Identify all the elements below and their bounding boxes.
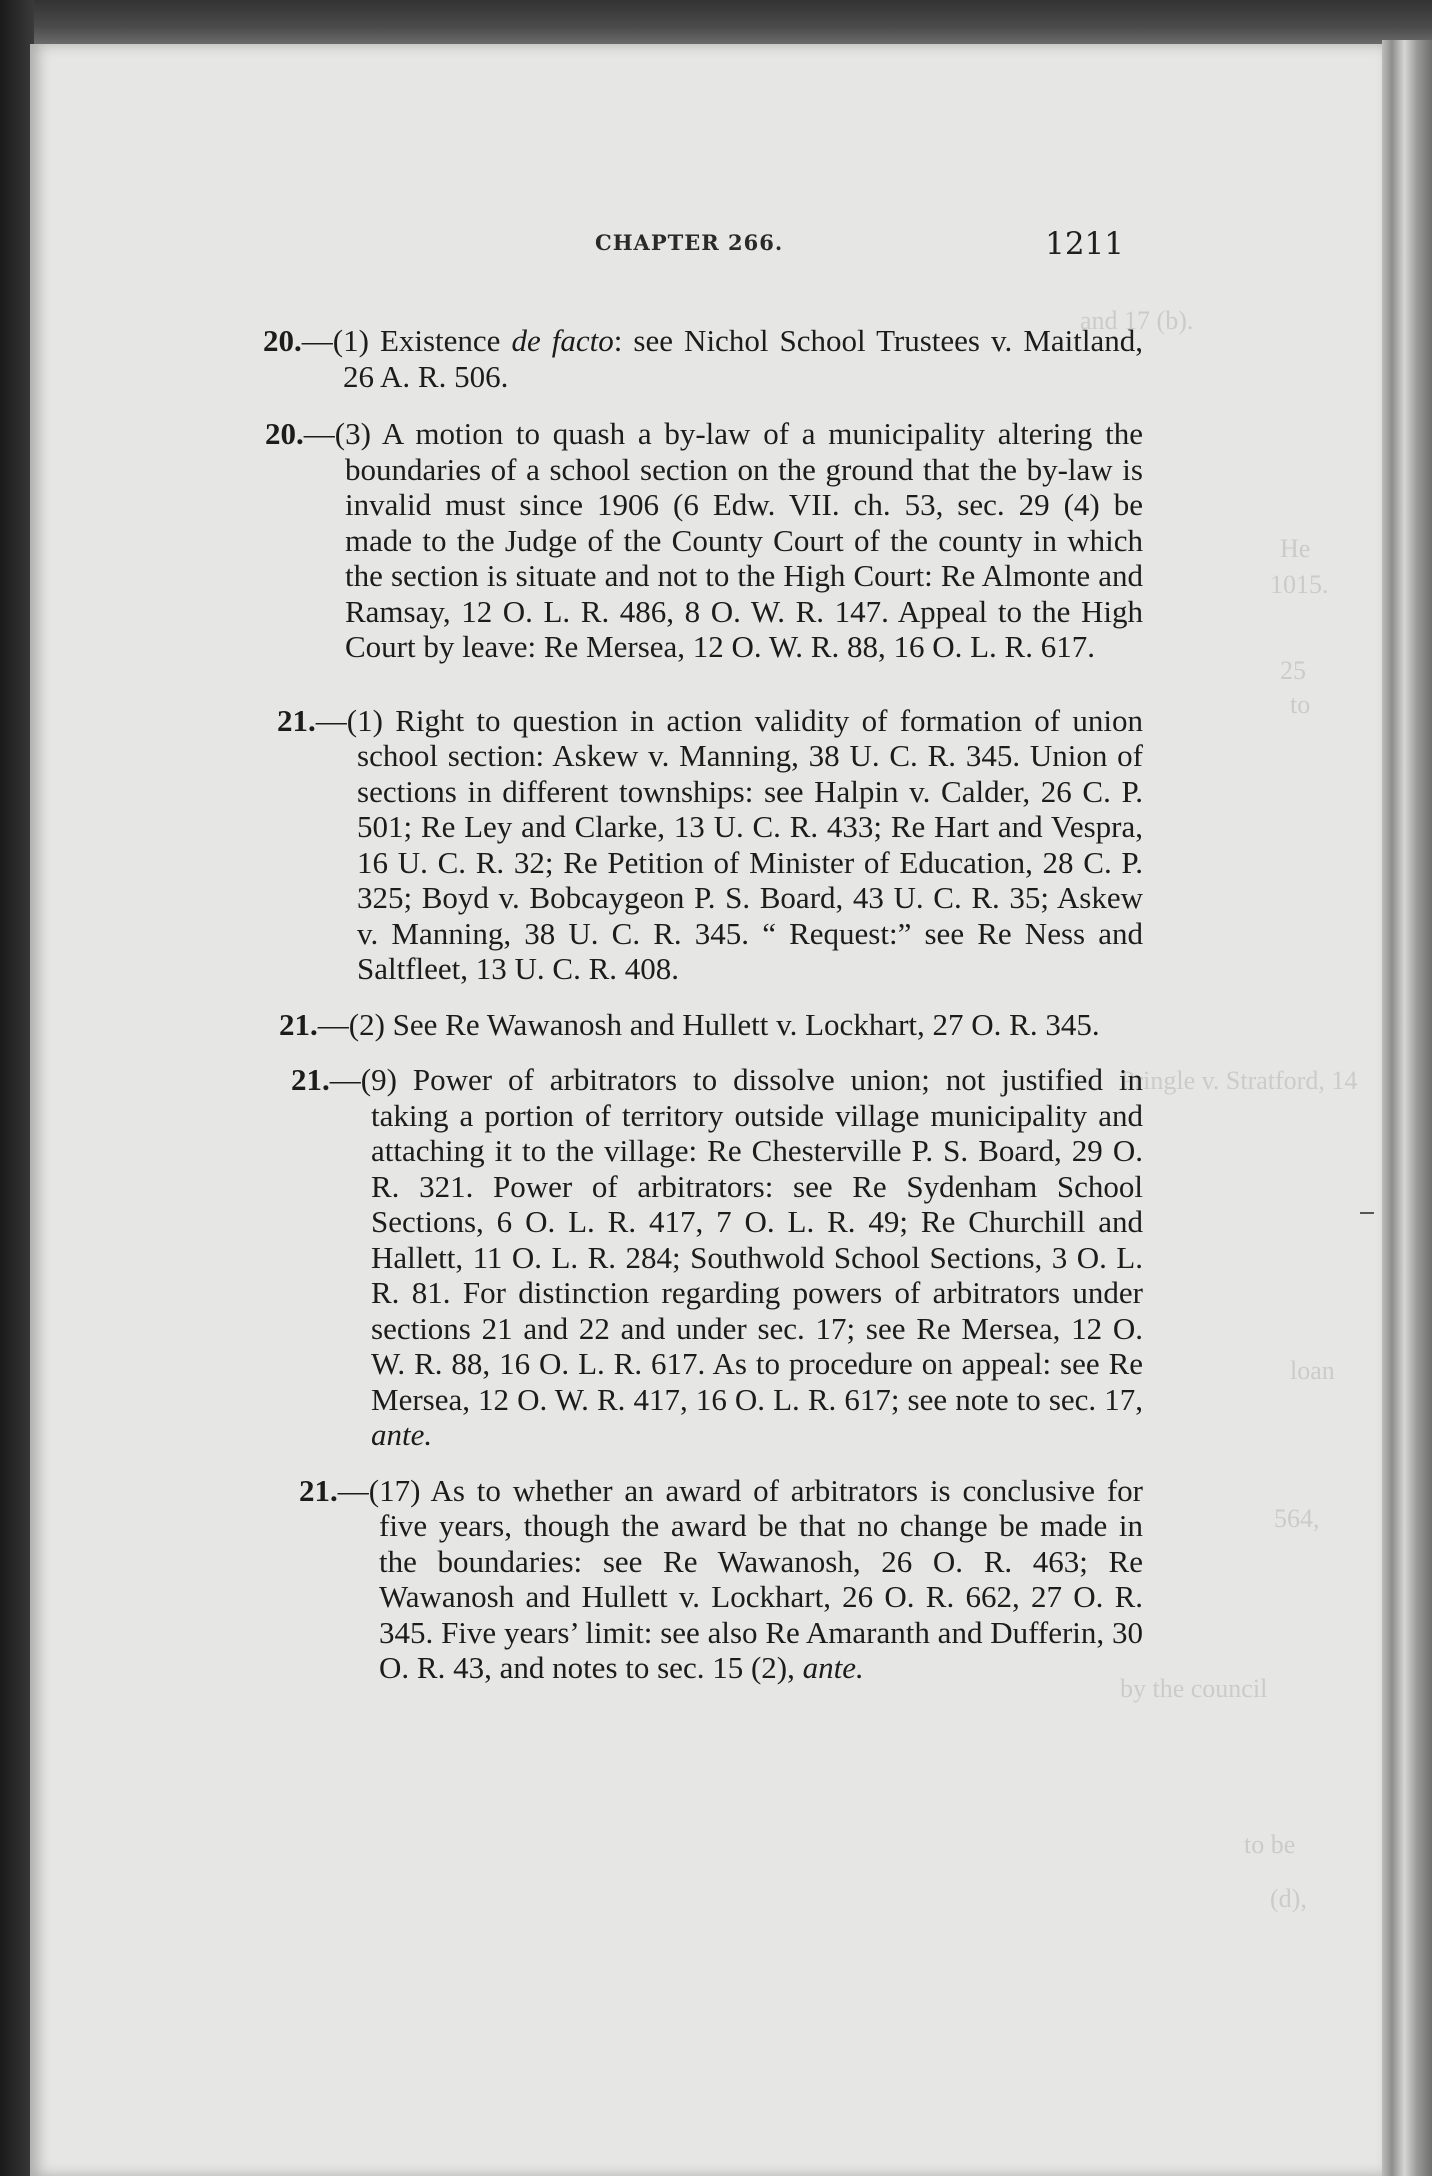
- section-number: 21.: [291, 1062, 330, 1097]
- annotation-text: —(1) Existence: [301, 323, 512, 358]
- book-page: and 17 (b). He 1015. 25 to Pringle v. Stratford, 14 loan 564, by the council to be (d),: [30, 44, 1382, 2176]
- annotation-20-1: [263, 323, 1143, 394]
- annotation-ante: ante.: [371, 1417, 433, 1452]
- annotation-ante: ante.: [802, 1650, 864, 1685]
- section-number: 21.: [277, 702, 316, 738]
- annotation-text: —(3) A motion to quash a by-law of a municipality altering the boundaries of a school section on the ground that the by-law is invalid must since 1906 (6 Edw. VII. ch. 53, sec. 29 (4) be made to the Judge of the County Court of the county in which the section is situate and not to the High Court: Re Almonte and Ramsay, 12 O. L. R. 486, 8 O. W. R. 147. Appeal to the High Court by leave: Re Mersea, 12 O. W. R. 88, 16 O. L. R. 617.: [303, 416, 1143, 664]
- annotation-emphasis: de facto: [511, 323, 614, 358]
- section-number: 20.: [265, 416, 304, 451]
- annotation-21-9: [291, 1062, 1143, 1453]
- annotation-21-1: [277, 703, 1143, 987]
- section-number: 21.: [299, 1472, 338, 1508]
- page-edge-stack: [1382, 40, 1432, 2176]
- scan-border-top: [0, 0, 1432, 44]
- running-head: [340, 226, 1124, 266]
- annotation-21-2: [279, 1007, 1143, 1043]
- annotation-text-rest: : see Nichol School Trustees v. Maitland, 26 A. R. 506.: [343, 323, 1143, 394]
- chapter-title: CHAPTER 266.: [595, 230, 784, 255]
- annotation-20-3: [265, 416, 1143, 665]
- section-number: 20.: [263, 323, 302, 358]
- page-number: 1211: [1045, 226, 1124, 262]
- annotation-21-17: [299, 1473, 1143, 1686]
- annotation-text: —(9) Power of arbitrators to dissolve union; not justified in taking a portion of territory outside village municipality and attaching it to the village: Re Chesterville P. S. Board, 29 O. R. 321. Power of arbitrators: see Re Sydenham School Sections, 6 O. L. R. 417, 7 O. L. R. 49; Re Churchill and Hallett, 11 O. L. R. 284; Southwold School Sections, 3 O. L. R. 81. For distinction regarding powers of arbitrators under sections 21 and 22 and under sec. 17; see Re Mersea, 12 O. W. R. 88, 16 O. L. R. 617. As to procedure on appeal: see Re Mersea, 12 O. W. R. 417, 16 O. L. R. 617; see note to sec. 17,: [329, 1062, 1143, 1417]
- annotation-text: —(2) See Re Wawanosh and Hullett v. Lockhart, 27 O. R. 345.: [317, 1006, 1100, 1042]
- section-number: 21.: [279, 1006, 318, 1042]
- annotation-text: —(17) As to whether an award of arbitrators is conclusive for five years, though the award be that no change be made in the boundaries: see Re Wawanosh, 26 O. R. 463; Re Wawanosh and Hullett v. Lockhart, 26 O. R. 662, 27 O. R. 345. Five years’ limit: see also Re Amaranth and Dufferin, 30 O. R. 43, and notes to sec. 15 (2),: [337, 1472, 1143, 1685]
- annotation-text: —(1) Right to question in action validity of formation of union school section: Askew v. Manning, 38 U. C. R. 345. Union of sections in different townships: see Halpin v. Calder, 26 C. P. 501; Re Ley and Clarke, 13 U. C. R. 433; Re Hart and Vespra, 16 U. C. R. 32; Re Petition of Minister of Education, 28 C. P. 325; Boyd v. Bobcaygeon P. S. Board, 43 U. C. R. 35; Askew v. Manning, 38 U. C. R. 345. “ Request:” see Re Ness and Saltfleet, 13 U. C. R. 408.: [315, 702, 1143, 986]
- margin-mark: [1360, 1212, 1374, 1214]
- scan-border-left: [0, 0, 34, 2176]
- annotations-list: [263, 292, 1143, 1706]
